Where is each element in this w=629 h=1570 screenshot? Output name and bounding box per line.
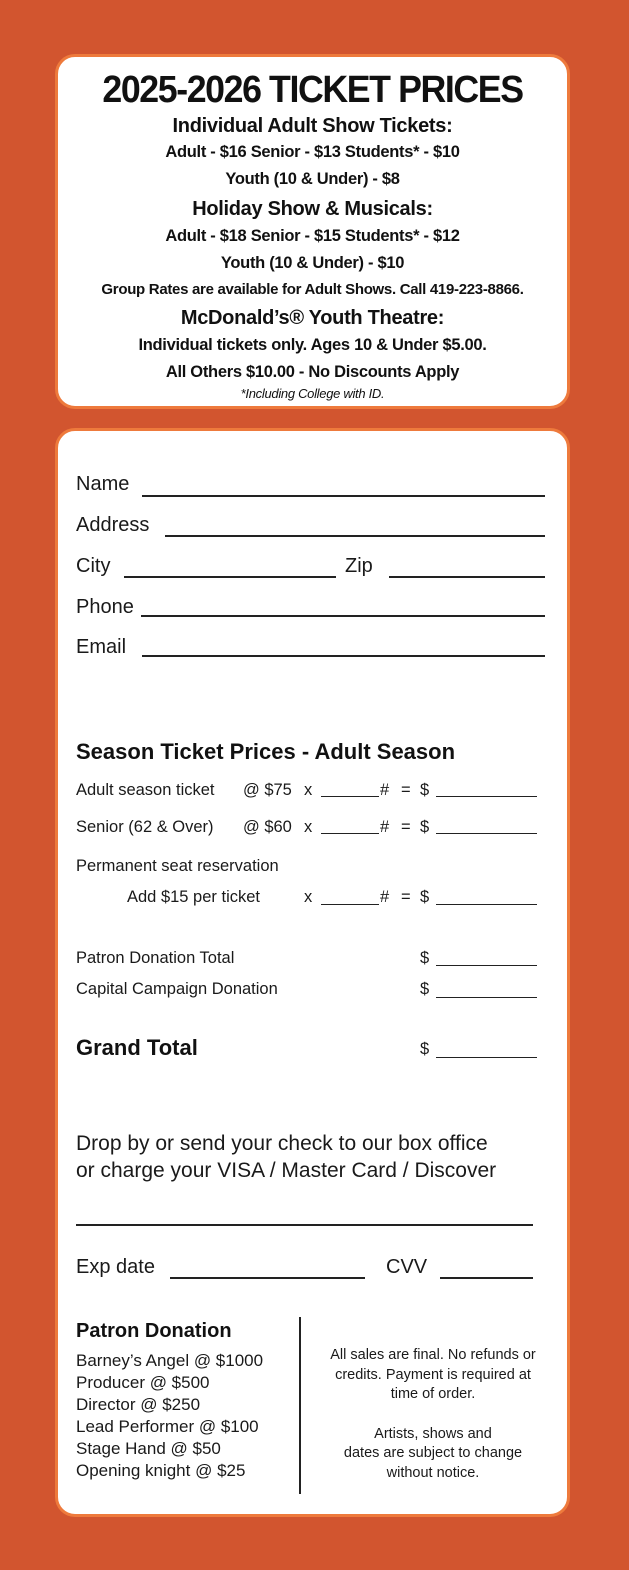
permanent-amount-field[interactable] [436, 904, 537, 905]
senior-season-price: @ $60 [243, 818, 292, 836]
capital-campaign-label: Capital Campaign Donation [76, 980, 278, 998]
address-field[interactable] [165, 535, 545, 537]
times-sign: x [304, 818, 313, 836]
group-rates: Group Rates are available for Adult Shows. Call 419-223-8866. [101, 281, 524, 298]
card-number-field[interactable] [76, 1224, 533, 1226]
order-form-card [55, 428, 570, 1517]
policy-line: credits. Payment is required at [335, 1366, 531, 1383]
patron-level[interactable]: Barney’s Angel @ $1000 [76, 1351, 264, 1370]
address-label: Address [76, 514, 150, 536]
policy-line: Artists, shows and [374, 1425, 492, 1442]
patron-donation-total-label: Patron Donation Total [76, 949, 235, 967]
zip-field[interactable] [389, 576, 545, 578]
equals-sign: = [401, 888, 411, 906]
dollar-sign: $ [420, 980, 430, 998]
capital-campaign-field[interactable] [436, 997, 537, 998]
patron-level[interactable]: Director @ $250 [76, 1395, 201, 1414]
name-label: Name [76, 473, 130, 495]
zip-label: Zip [345, 555, 373, 577]
city-label: City [76, 555, 111, 577]
permanent-quantity-field[interactable] [321, 904, 379, 905]
policy-line: All sales are final. No refunds or [330, 1347, 536, 1363]
payment-line1: Drop by or send your check to our box office [76, 1132, 488, 1155]
senior-amount-field[interactable] [436, 833, 537, 834]
patron-levels-list [76, 1350, 263, 1482]
holiday-heading: Holiday Show & Musicals: [192, 198, 433, 220]
hash-sign: # [380, 781, 390, 799]
phone-label: Phone [76, 596, 134, 618]
holiday-prices: Adult - $18 Senior - $15 Students* - $12 [165, 227, 460, 245]
dollar-sign: $ [420, 818, 430, 836]
dollar-sign: $ [420, 888, 430, 906]
email-label: Email [76, 636, 127, 658]
senior-quantity-field[interactable] [321, 833, 379, 834]
phone-field[interactable] [141, 615, 545, 617]
hash-sign: # [380, 888, 390, 906]
patron-donation-total-field[interactable] [436, 965, 537, 966]
policy-line: dates are subject to change [343, 1445, 523, 1461]
adult-quantity-field[interactable] [321, 796, 379, 797]
equals-sign: = [401, 818, 411, 836]
policy-line: without notice. [386, 1464, 480, 1481]
college-footnote: *Including College with ID. [240, 386, 385, 401]
adult-tickets-prices: Adult - $16 Senior - $13 Students* - $10 [165, 143, 460, 161]
divider [299, 1317, 301, 1494]
permanent-seat-label: Permanent seat reservation [76, 857, 279, 875]
dollar-sign: $ [420, 781, 430, 799]
payment-line2: or charge your VISA / Master Card / Discover [76, 1159, 497, 1182]
grand-total-label: Grand Total [76, 1035, 198, 1060]
dollar-sign: $ [420, 1040, 430, 1058]
equals-sign: = [401, 781, 411, 799]
adult-season-price: @ $75 [243, 781, 292, 799]
grand-total-field[interactable] [436, 1057, 537, 1058]
dollar-sign: $ [420, 949, 430, 967]
prices-title: 2025-2026 TICKET PRICES [102, 69, 523, 111]
youth-theatre-line1: Individual tickets only. Ages 10 & Under $5.00. [138, 336, 487, 354]
times-sign: x [304, 888, 313, 906]
adult-season-label: Adult season ticket [76, 781, 215, 799]
city-field[interactable] [124, 576, 336, 578]
permanent-seat-add: Add $15 per ticket [127, 888, 260, 906]
cvv-field[interactable] [440, 1277, 533, 1279]
exp-date-label: Exp date [76, 1256, 155, 1278]
adult-amount-field[interactable] [436, 796, 537, 797]
patron-donation-title: Patron Donation [76, 1320, 232, 1342]
season-title: Season Ticket Prices - Adult Season [76, 739, 456, 764]
holiday-youth: Youth (10 & Under) - $10 [220, 254, 405, 272]
adult-tickets-youth: Youth (10 & Under) - $8 [225, 170, 400, 188]
patron-level[interactable]: Stage Hand @ $50 [76, 1439, 221, 1458]
youth-theatre-line2: All Others $10.00 - No Discounts Apply [165, 363, 460, 381]
senior-season-label: Senior (62 & Over) [76, 818, 214, 836]
patron-level[interactable]: Lead Performer @ $100 [76, 1417, 259, 1436]
ticket-prices-card [55, 54, 570, 409]
patron-level[interactable]: Producer @ $500 [76, 1373, 210, 1392]
exp-date-field[interactable] [170, 1277, 365, 1279]
email-field[interactable] [142, 655, 545, 657]
youth-theatre-heading: McDonald’s® Youth Theatre: [180, 307, 445, 329]
cvv-label: CVV [386, 1256, 428, 1278]
times-sign: x [304, 781, 313, 799]
name-field[interactable] [142, 495, 545, 497]
sales-policy [310, 1346, 556, 1483]
policy-line: time of order. [390, 1386, 476, 1402]
hash-sign: # [380, 818, 390, 836]
adult-tickets-heading: Individual Adult Show Tickets: [172, 115, 453, 137]
patron-level[interactable]: Opening knight @ $25 [76, 1461, 246, 1480]
